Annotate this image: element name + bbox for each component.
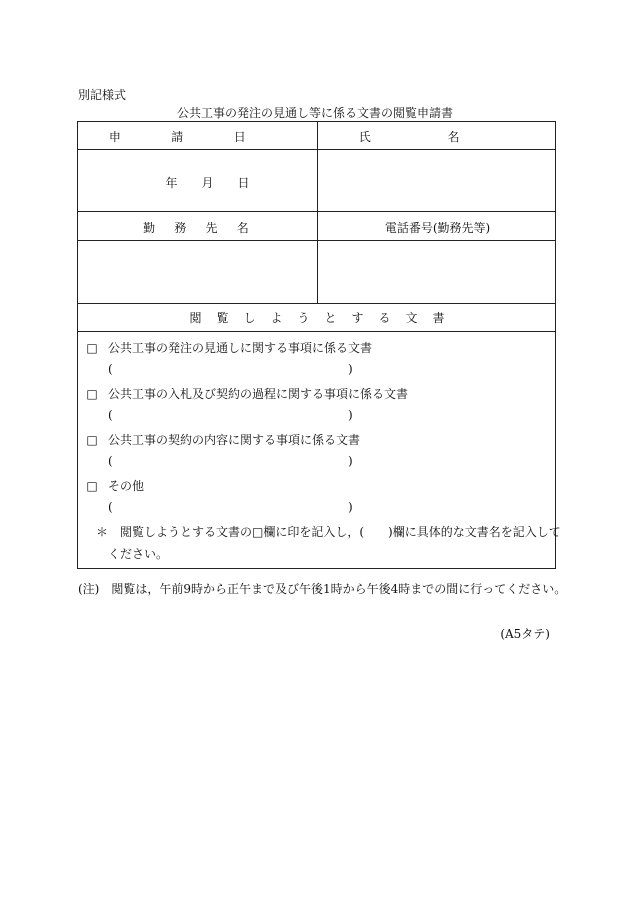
document-item: [86, 339, 372, 356]
name-header: 氏名: [358, 130, 537, 144]
application-table: [77, 121, 561, 569]
close-paren: ): [348, 362, 353, 376]
document-item-label: 公共工事の契約の内容に関する事項に係る文書: [108, 433, 361, 447]
checkbox[interactable]: □: [86, 341, 98, 355]
open-paren: (: [108, 500, 113, 514]
close-paren: ): [348, 454, 353, 468]
form-label: 別記様式: [78, 88, 127, 102]
open-paren: (: [108, 408, 113, 422]
document-item: [86, 477, 144, 494]
row-divider: [78, 331, 555, 332]
document-item-label: 公共工事の発注の見通しに関する事項に係る文書: [108, 341, 373, 355]
application-date-header: 申請日: [108, 130, 297, 144]
close-paren: ): [348, 500, 353, 514]
checkbox[interactable]: □: [86, 387, 98, 401]
name-field[interactable]: [318, 150, 556, 211]
open-paren: (: [108, 454, 113, 468]
paper-size-label: (A5タテ): [500, 627, 550, 641]
checkbox[interactable]: □: [86, 433, 98, 447]
close-paren: ): [348, 408, 353, 422]
footnote: (注) 閲覧は，午前9時から正午まで及び午後1時から午後4時までの間に行ってください。: [78, 582, 567, 596]
phone-field[interactable]: [318, 241, 556, 303]
document-title: 公共工事の発注の見通し等に係る文書の閲覧申請書: [176, 106, 453, 120]
documents-header: 閲覧しようとする文書: [189, 311, 460, 325]
date-field[interactable]: 年 月 日: [165, 176, 250, 190]
workplace-header: 勤務先名: [143, 221, 268, 235]
document-item: [86, 431, 360, 448]
instruction-line-2: ください。: [108, 547, 169, 561]
row-divider: [78, 303, 555, 304]
document-item-label: その他: [108, 479, 145, 493]
workplace-field[interactable]: [78, 241, 316, 303]
instruction-line-1: ＊ 閲覧しようとする文書の□欄に印を記入し，( )欄に具体的な文書名を記入して: [96, 525, 561, 539]
phone-header: 電話番号(勤務先等): [384, 221, 491, 235]
checkbox[interactable]: □: [86, 479, 98, 493]
document-item: [86, 385, 408, 402]
document-item-label: 公共工事の入札及び契約の過程に関する事項に係る文書: [108, 387, 409, 401]
open-paren: (: [108, 362, 113, 376]
